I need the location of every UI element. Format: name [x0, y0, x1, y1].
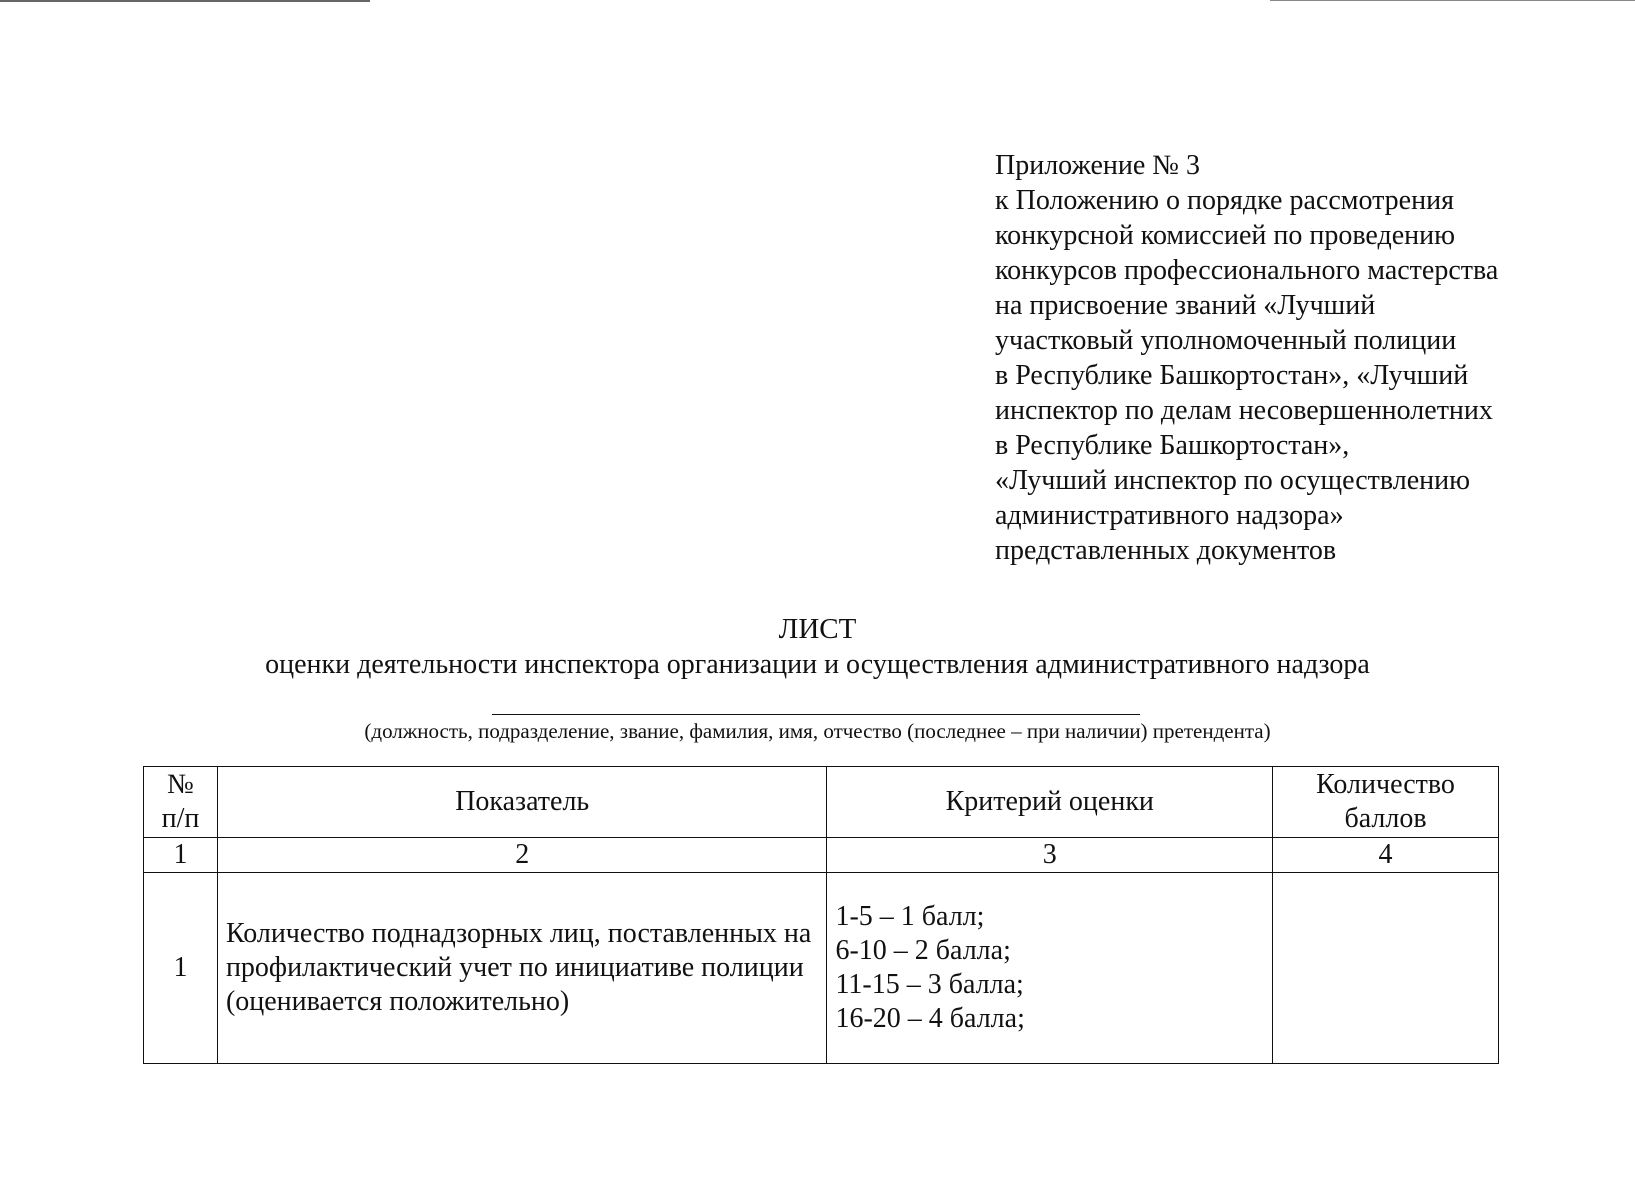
- column-number: 2: [217, 838, 827, 873]
- criterion-item: 1-5 – 1 балл;: [835, 901, 985, 932]
- fill-in-line: [492, 714, 1140, 715]
- appendix-line: в Республике Башкортостан», «Лучший: [995, 360, 1469, 391]
- header-indicator: Показатель: [217, 767, 827, 838]
- appendix-line: конкурсной комиссией по проведению: [995, 220, 1456, 251]
- row-number: 1: [144, 873, 218, 1064]
- row-criteria: [827, 873, 1273, 1064]
- evaluation-table: [143, 766, 1499, 1064]
- appendix-block: [995, 148, 1595, 568]
- appendix-line: на присвоение званий «Лучший: [995, 290, 1376, 321]
- scan-edge-mark: [1270, 0, 1635, 1]
- column-number: 4: [1273, 838, 1499, 873]
- header-num-line: №: [167, 769, 194, 800]
- header-num-line: п/п: [161, 803, 200, 834]
- document-subtitle: оценки деятельности инспектора организации и осуществления административного надзора: [265, 649, 1370, 680]
- column-number: 1: [144, 838, 218, 873]
- criterion-item: 16-20 – 4 балла;: [835, 1003, 1025, 1034]
- appendix-line: представленных документов: [995, 535, 1337, 566]
- header-points-line: баллов: [1344, 803, 1427, 834]
- scan-edge-mark: [0, 0, 370, 2]
- header-points: [1273, 767, 1499, 838]
- column-number: 3: [827, 838, 1273, 873]
- column-number-row: [144, 838, 1499, 873]
- table-header-row: [144, 767, 1499, 838]
- criterion-item: 11-15 – 3 балла;: [835, 969, 1024, 1000]
- header-points-line: Количество: [1316, 769, 1455, 800]
- appendix-line: участковый уполномоченный полиции: [995, 325, 1457, 356]
- appendix-line: в Республике Башкортостан»,: [995, 430, 1350, 461]
- header-num: [144, 767, 218, 838]
- appendix-line: конкурсов профессионального мастерства: [995, 255, 1499, 286]
- appendix-line: Приложение № 3: [995, 150, 1200, 181]
- appendix-line: административного надзора»: [995, 500, 1344, 531]
- criterion-item: 6-10 – 2 балла;: [835, 935, 1011, 966]
- appendix-line: «Лучший инспектор по осуществлению: [995, 465, 1471, 496]
- document-title: ЛИСТ: [778, 613, 857, 645]
- header-criterion: Критерий оценки: [827, 767, 1273, 838]
- fill-in-caption: (должность, подразделение, звание, фамилия, имя, отчество (последнее – при наличии) претендента): [364, 719, 1271, 743]
- appendix-line: инспектор по делам несовершеннолетних: [995, 395, 1493, 426]
- row-points: [1273, 873, 1499, 1064]
- appendix-line: к Положению о порядке рассмотрения: [995, 185, 1454, 216]
- table-row: [144, 873, 1499, 1064]
- row-indicator: Количество поднадзорных лиц, поставленных на профилактический учет по инициативе полиции (оценивается положительно): [217, 873, 827, 1064]
